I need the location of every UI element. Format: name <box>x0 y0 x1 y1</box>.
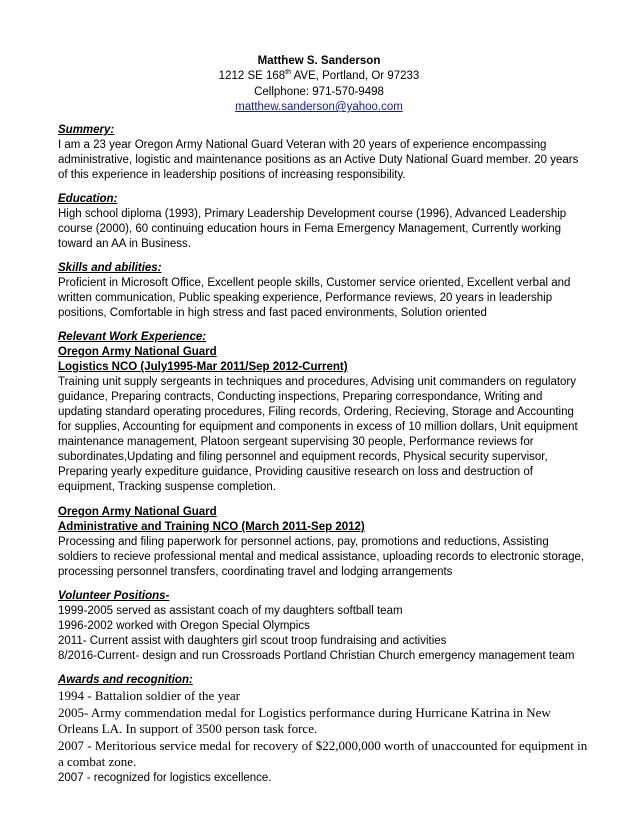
award-item: 2007 - Meritorious service medal for recovery of $22,000,000 worth of unaccounted for equipment in a combat zone. <box>58 737 588 769</box>
volunteer-section <box>58 589 588 664</box>
awards-section <box>58 673 588 786</box>
email-link[interactable]: matthew.sanderson@yahoo.com <box>235 101 403 113</box>
address-line <box>0 69 638 85</box>
experience-section <box>58 330 588 580</box>
job-title: Administrative and Training NCO (March 2011-Sep 2012) <box>58 521 365 533</box>
skills-section <box>58 261 588 321</box>
job-description: Training unit supply sergeants in techniques and procedures, Advising unit commanders on regulatory guidance, Preparing contracts, Conducting inspections, Preparing correspondance, Writing and updating standard operating procedures, Filing records, Ordering, Recieving, Storage and Accounting for supplies, Accounting for equipment and components in excess of 10 million dollars, Unit equipment maintenance management, Platoon sergeant supervising 30 people, Performance reviews for subordinates,Updating and filing personnel and equipment records, Physical security supervisor, Preparing yearly expediture guidance, Providing causitive research on loss and destruction of equipment, Tracking suspense completion. <box>58 376 578 493</box>
volunteer-item: 1996-2002 worked with Oregon Special Olympics <box>58 620 310 632</box>
job-organization: Oregon Army National Guard <box>58 346 217 358</box>
summary-text: I am a 23 year Oregon Army National Guard Veteran with 20 years of experience encompassing administrative, logistic and maintenance positions as an Active Duty National Guard member. 20 years of this experience in leadership positions of increasing responsibility. <box>58 139 579 181</box>
education-text: High school diploma (1993), Primary Leadership Development course (1996), Advanced Leadership course (2000), 60 continuing education hours in Fema Emergency Management, Currently working toward an AA in Business. <box>58 208 567 250</box>
summary-section <box>58 123 588 183</box>
volunteer-item: 8/2016-Current- design and run Crossroads Portland Christian Church emergency management team <box>58 650 575 662</box>
volunteer-heading: Volunteer Positions- <box>58 590 170 602</box>
award-item: 1994 - Battalion soldier of the year <box>58 688 240 703</box>
job-title: Logistics NCO (July1995-Mar 2011/Sep 2012-Current) <box>58 361 348 373</box>
education-heading: Education: <box>58 193 118 205</box>
award-item: 2005- Army commendation medal for Logistics performance during Hurricane Katrina in New Orleans LA. In support of 3500 person task force. <box>58 704 551 736</box>
resume-body <box>58 123 588 786</box>
job-organization: Oregon Army National Guard <box>58 506 217 518</box>
candidate-name: Matthew S. Sanderson <box>257 55 381 67</box>
address-ordinal: th <box>285 69 292 77</box>
experience-heading: Relevant Work Experience: <box>58 331 207 343</box>
address-street: 1212 SE 168 <box>218 70 286 82</box>
phone-line: Cellphone: 971-570-9498 <box>254 85 384 98</box>
job-description: Processing and filing paperwork for personnel actions, pay, promotions and reductions, Assisting soldiers to recieve professional mental and medical assistance, uploading records to electronic storage, processing personnel transfers, coordinating travel and lodging arrangements <box>58 536 585 578</box>
awards-heading: Awards and recognition: <box>58 674 193 686</box>
summary-heading: Summery: <box>58 124 115 136</box>
education-section <box>58 192 588 252</box>
skills-heading: Skills and abilities: <box>58 262 162 274</box>
skills-text: Proficient in Microsoft Office, Excellent people skills, Customer service oriented, Excellent verbal and written communication, Public speaking experience, Performance reviews, 20 years in leadership positions, Comfortable in high stress and fast paced environments, Solution oriented <box>58 277 571 319</box>
award-item: 2007 - recognized for logistics excellence. <box>58 771 272 784</box>
volunteer-item: 2011- Current assist with daughters girl scout troop fundraising and activities <box>58 635 447 647</box>
volunteer-item: 1999-2005 served as assistant coach of my daughters softball team <box>58 605 403 617</box>
resume-header <box>0 53 638 116</box>
address-city: AVE, Portland, Or 97233 <box>291 70 420 82</box>
